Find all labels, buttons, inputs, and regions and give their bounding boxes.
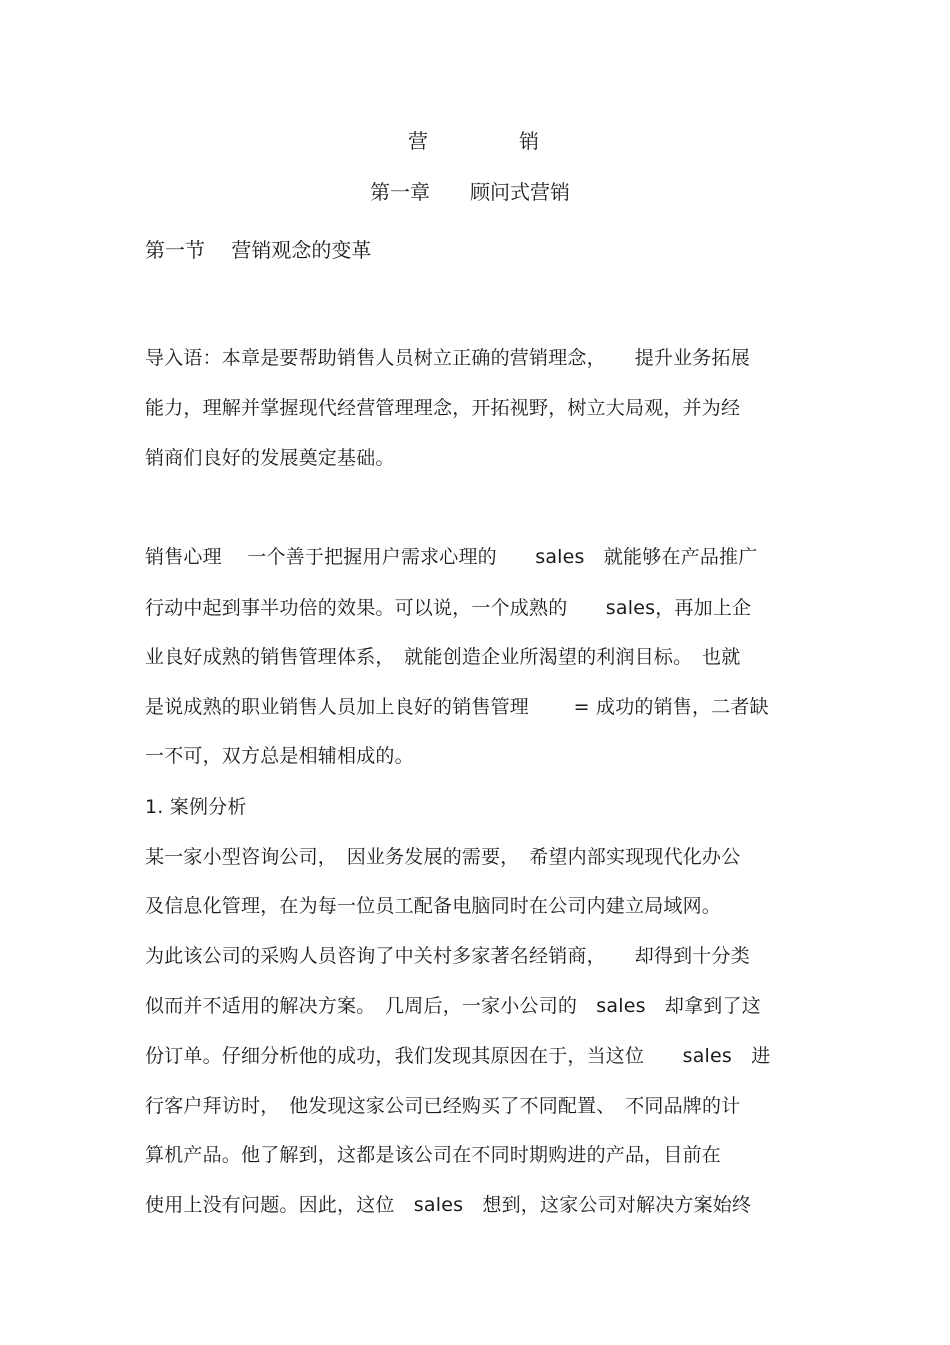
title-char-2: 销 bbox=[519, 129, 539, 153]
chapter-heading: 第一章 顾问式营销 bbox=[370, 180, 570, 204]
case-line-2: 及信息化管理，在为每一位员工配备电脑同时在公司内建立局域网。 bbox=[145, 895, 722, 917]
case-line-4: 似而并不适用的解决方案。 几周后，一家小公司的 sales 却拿到了这 bbox=[145, 995, 761, 1017]
case-line-1: 某一家小型咨询公司， 因业务发展的需要， 希望内部实现现代化办公 bbox=[145, 846, 741, 868]
case-line-3: 为此该公司的采购人员咨询了中关村多家著名经销商， 却得到十分类 bbox=[145, 945, 750, 967]
psychology-line-4: 是说成熟的职业销售人员加上良好的销售管理 = 成功的销售，二者缺 bbox=[145, 696, 769, 718]
psychology-line-3: 业良好成熟的销售管理体系， 就能创造企业所渴望的利润目标。 也就 bbox=[145, 646, 741, 668]
psychology-line-2: 行动中起到事半功倍的效果。可以说，一个成熟的 sales，再加上企 bbox=[145, 597, 752, 619]
intro-line-1: 导入语：本章是要帮助销售人员树立正确的营销理念， 提升业务拓展 bbox=[145, 347, 750, 369]
case-line-7: 算机产品。他了解到，这都是该公司在不同时期购进的产品，目前在 bbox=[145, 1144, 722, 1166]
intro-line-3: 销商们良好的发展奠定基础。 bbox=[145, 447, 395, 469]
case-line-5: 份订单。仔细分析他的成功，我们发现其原因在于，当这位 sales 进 bbox=[145, 1045, 771, 1067]
intro-line-2: 能力，理解并掌握现代经营管理理念，开拓视野，树立大局观，并为经 bbox=[145, 397, 741, 419]
psychology-line-1: 销售心理 一个善于把握用户需求心理的 sales 就能够在产品推广 bbox=[145, 546, 758, 568]
title-char-1: 营 bbox=[408, 129, 428, 153]
psychology-line-5: 一不可，双方总是相辅相成的。 bbox=[145, 745, 414, 767]
case-line-6: 行客户拜访时， 他发现这家公司已经购买了不同配置、 不同品牌的计 bbox=[145, 1095, 741, 1117]
section-heading: 第一节 营销观念的变革 bbox=[145, 238, 372, 262]
case-line-8: 使用上没有问题。因此，这位 sales 想到，这家公司对解决方案始终 bbox=[145, 1194, 752, 1216]
case-heading: 1. 案例分析 bbox=[145, 796, 247, 818]
